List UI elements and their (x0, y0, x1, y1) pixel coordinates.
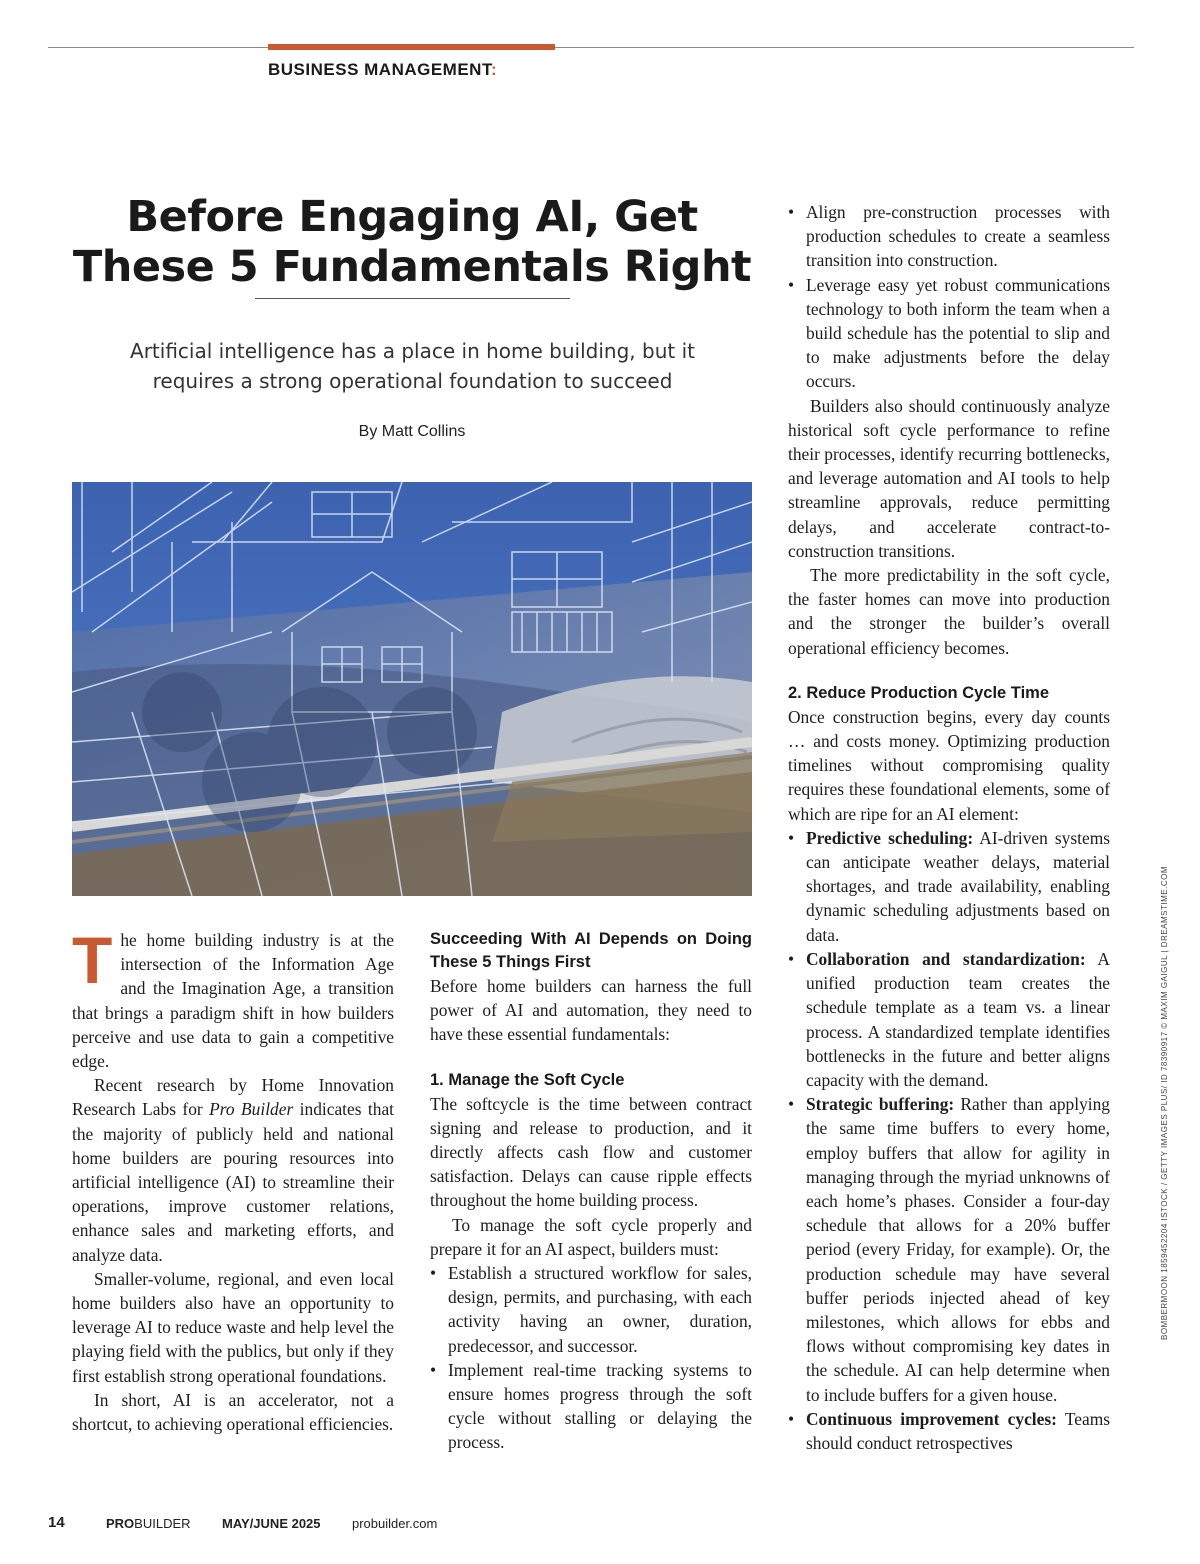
website: probuilder.com (352, 1516, 438, 1531)
list-item: • Establish a structured workflow for sales, design, permits, and purchasing, with each activity having an owner, duration, predecessor, and successor. (430, 1261, 752, 1358)
subhead: 2. Reduce Production Cycle Time (788, 683, 1050, 702)
page-number: 14 (48, 1514, 65, 1531)
article-column-1 (72, 923, 394, 1436)
byline: By Matt Collins (358, 423, 466, 440)
dek: Artificial intelligence has a place in home building, but it requires a strong operational foundation to succeed (130, 339, 695, 393)
section-label: BUSINESS MANAGEMENT: (268, 60, 498, 79)
bullet-list (788, 826, 1110, 1455)
photo-credit: BOMBERMOON 1859452204 ISTOCK / GETTY IMAGES PLUS/ ID 78390917 © MAXIM GAIGUL | DREAMSTIME.COM (1160, 865, 1169, 1340)
subhead: Succeeding With AI Depends on Doing These 5 Things First (430, 930, 752, 971)
body-paragraph: Smaller-volume, regional, and even local home builders also have an opportunity to leverage AI to reduce waste and help level the playing field with the publics, but only if they first establish strong operational foundations. (72, 1268, 394, 1386)
body-paragraph: Recent research by Home Innovation Research Labs for Pro Builder indicates that the majority of publicly held and national home builders are pouring resources into artificial intelligence (AI) to streamline their operations, improve customer relations, enhance sales and marketing efforts, and analyze data. (72, 1075, 394, 1265)
body-paragraph: Before home builders can harness the full power of AI and automation, they need to have these essential fundamentals: (430, 976, 752, 1045)
list-item: • Predictive scheduling: AI-driven systems can anticipate weather delays, material shortages, and trade availability, enabling dynamic scheduling adjustments based on data. (788, 826, 1110, 947)
body-paragraph: Once construction begins, every day counts … and costs money. Optimizing production timelines without compromising quality requires these foundational elements, some of which are ripe for an AI element: (788, 706, 1110, 824)
body-paragraph: The softcycle is the time between contract signing and release to production, and it directly affects cash flow and customer satisfaction. Delays can cause ripple effects throughout the home building process. (430, 1093, 752, 1211)
body-paragraph: Builders also should continuously analyze historical soft cycle performance to refine their processes, identify recurring bottlenecks, and leverage automation and AI tools to help streamline approvals, reduce permitting delays, and accelerate contract-to-construction transitions. (788, 395, 1110, 561)
bullet-list (430, 1261, 752, 1455)
issue-date: MAY/JUNE 2025 (222, 1516, 321, 1531)
body-paragraph: The more predictability in the soft cycle, the faster homes can move into production and the stronger the builder’s overall operational efficiency becomes. (788, 565, 1110, 658)
body-paragraph: To manage the soft cycle properly and prepare it for an AI aspect, builders must: (430, 1214, 752, 1259)
body-paragraph: In short, AI is an accelerator, not a shortcut, to achieving operational efficiencies. (72, 1389, 394, 1435)
hero-image-blueprint-foundation (72, 482, 752, 896)
headline-rule (255, 298, 570, 299)
lede-paragraph: The home building industry is at the intersection of the Information Age and the Imagination Age, a transition that brings a paradigm shift in how builders perceive and use data to gain a competitive edge. (72, 923, 394, 1072)
blueprint-foundation-illustration (72, 482, 752, 896)
drop-cap: T (72, 923, 113, 997)
list-item: • Collaboration and standardization: A unified production team creates the schedule template as a team vs. a linear process. A standardized template identifies bottlenecks in the future and better aligns capacity with the demand. (788, 947, 1110, 1092)
publication-name: PROBUILDER (106, 1516, 191, 1531)
list-item: • Leverage easy yet robust communications technology to both inform the team when a build schedule has the potential to slip and to make adjustments before the delay occurs. (788, 273, 1110, 394)
subhead: 1. Manage the Soft Cycle (430, 1070, 625, 1089)
headline-line-2: These 5 Fundamentals Right (72, 242, 752, 292)
list-item: • Implement real-time tracking systems to ensure homes progress through the soft cycle without stalling or delaying the process. (430, 1358, 752, 1455)
headline (72, 192, 752, 292)
headline-line-1: Before Engaging AI, Get (126, 192, 698, 242)
bullet-list (788, 200, 1110, 394)
top-rule (48, 47, 1134, 48)
article-column-3 (788, 200, 1110, 1455)
list-item: • Strategic buffering: Rather than applying the same time buffers to every home, employ buffers that allow for agility in managing through the myriad unknowns of each home’s phases. Consider a four-day schedule that allows for a 20% buffer period (every Friday, for example). Or, the production schedule may have several buffer periods injected ahead of key milestones, which allows for ebbs and flows without compromising key dates in the schedule. AI can help determine when to include buffers for a given house. (788, 1092, 1110, 1407)
list-item: • Align pre-construction processes with production schedules to create a seamless transition into construction. (788, 200, 1110, 273)
list-item: • Continuous improvement cycles: Teams should conduct retrospectives (788, 1407, 1110, 1455)
section-accent-bar (268, 44, 555, 50)
article-column-2 (430, 928, 752, 1455)
